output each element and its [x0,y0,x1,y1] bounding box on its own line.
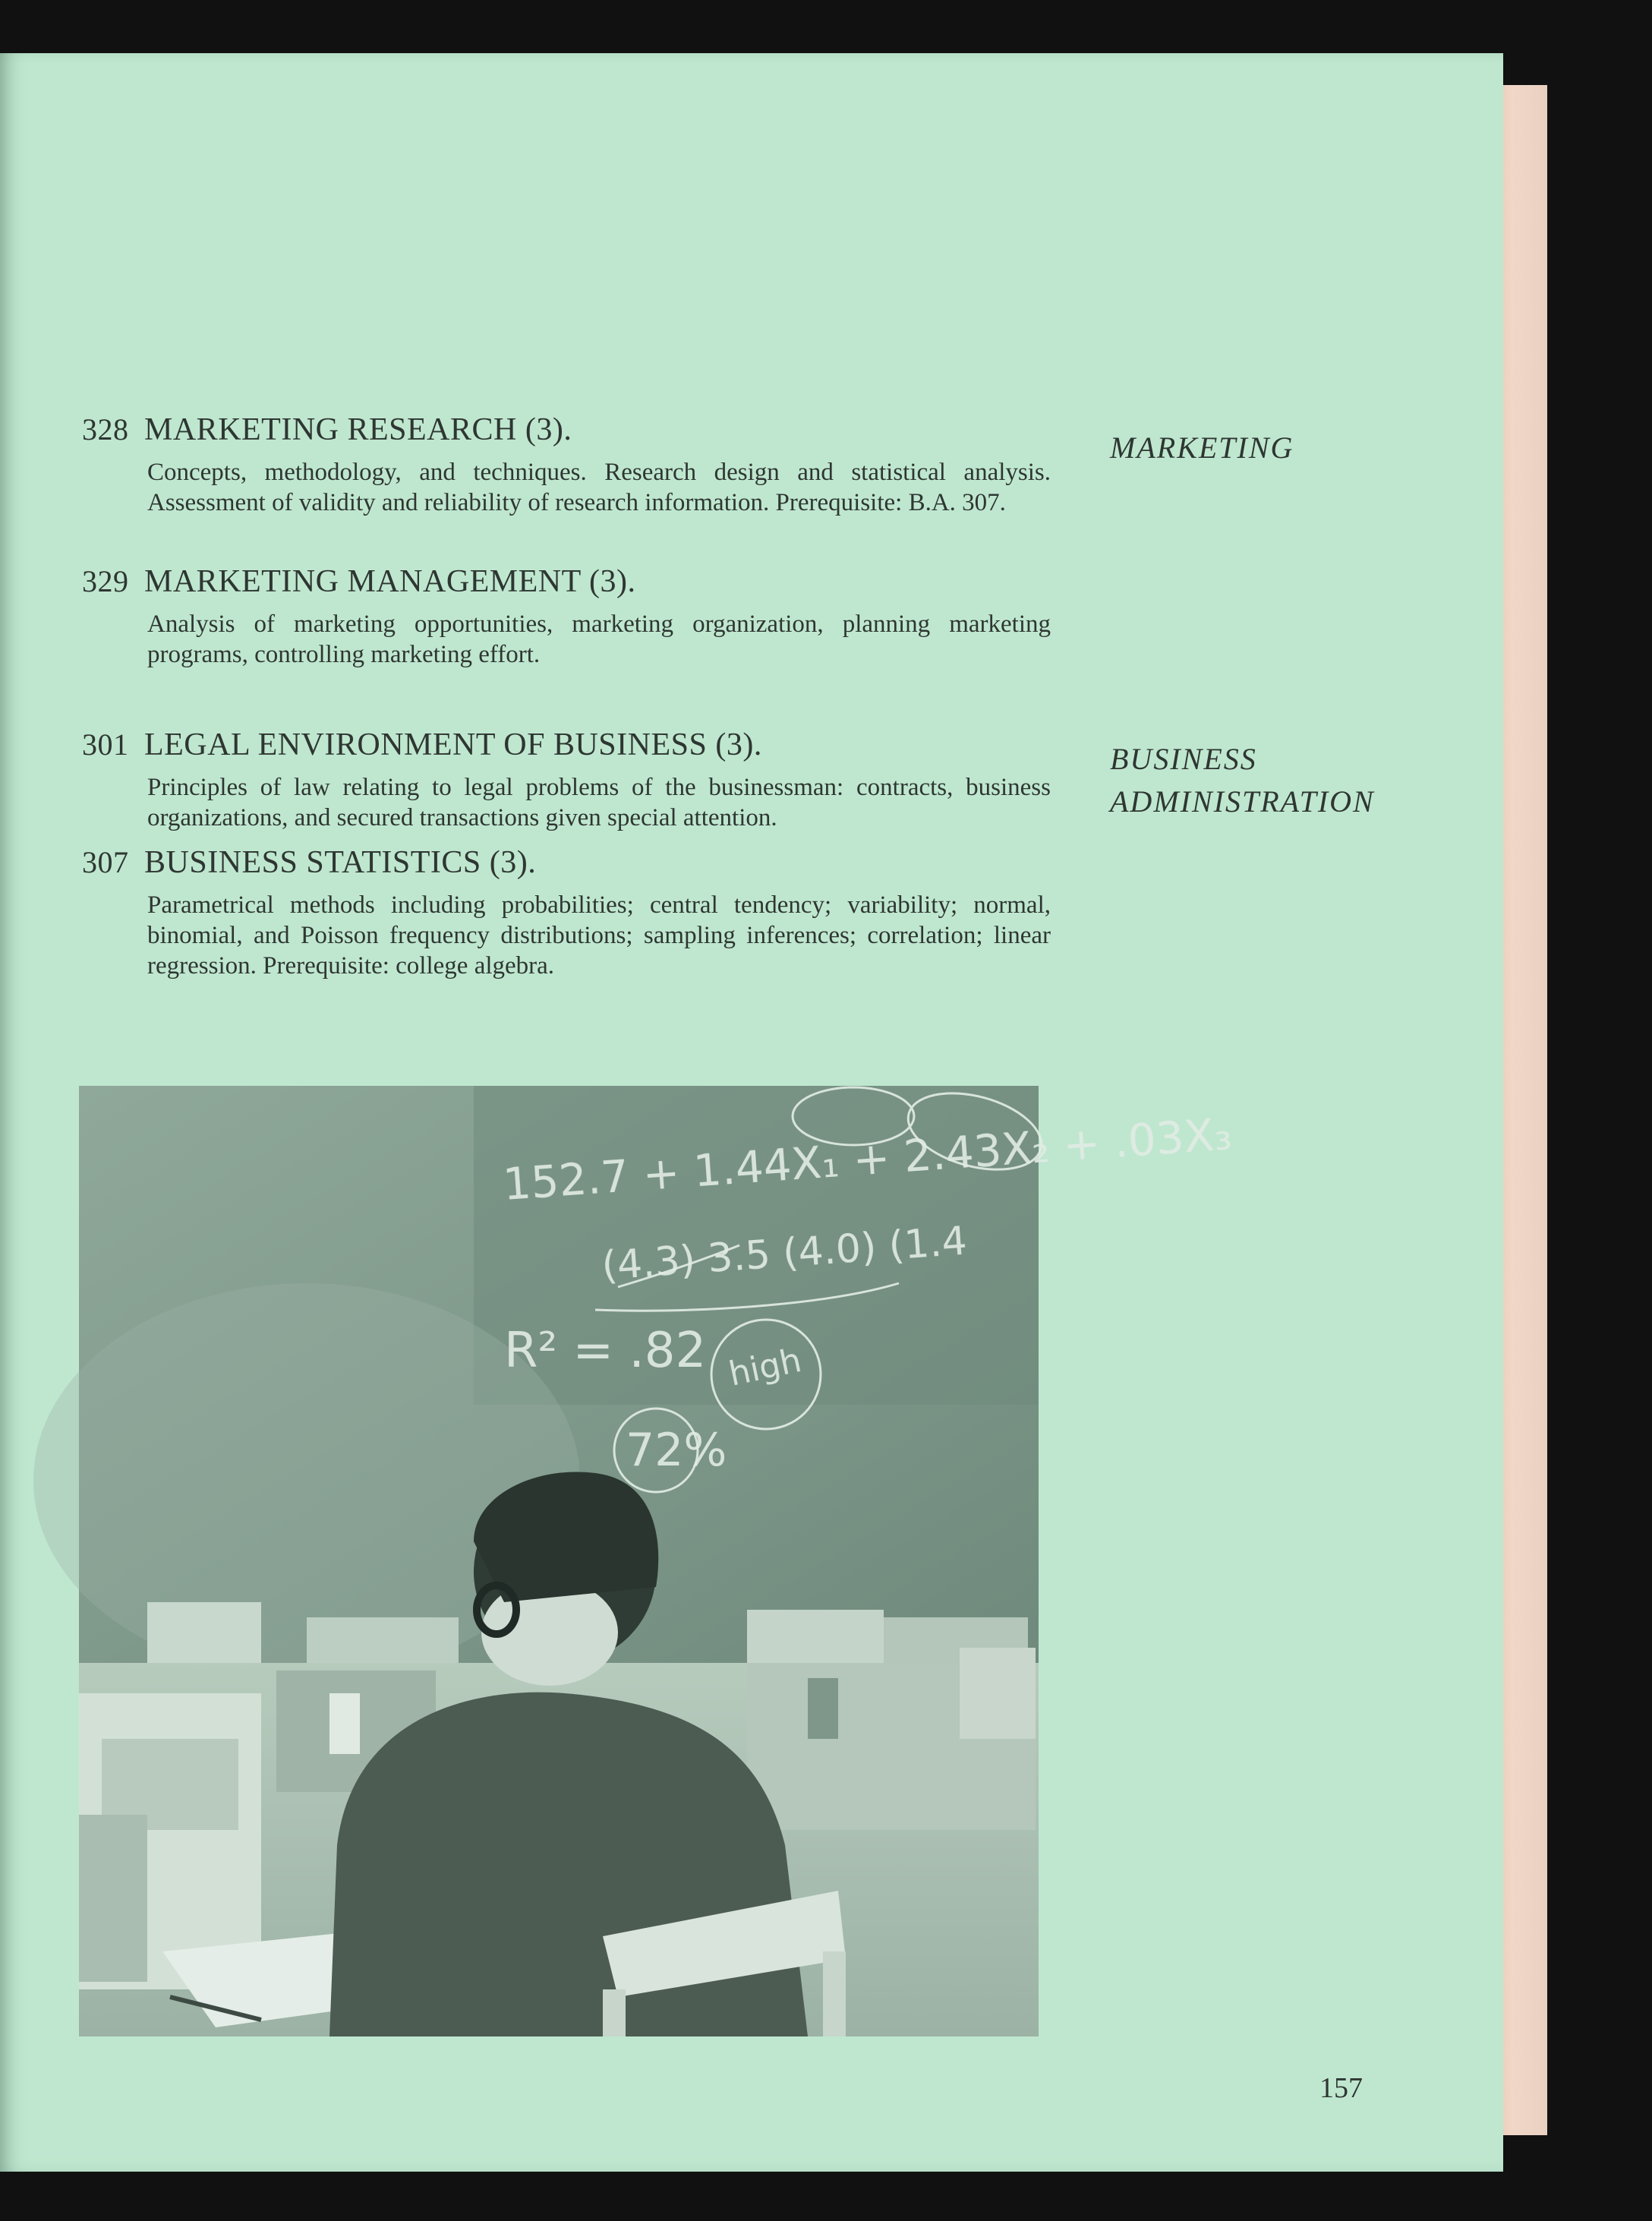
chalk-high: high [725,1340,806,1394]
chalk-values: (4.3) 3.5 (4.0) (1.4 [600,1218,969,1289]
chalk-percent: 72% [626,1424,727,1477]
section-heading-administration: ADMINISTRATION [1110,784,1375,819]
course-title: MARKETING MANAGEMENT (3). [144,564,636,599]
calculating-machine-right [747,1648,1036,1830]
course-entry [82,410,1069,518]
course-heading [82,725,1069,765]
course-title: LEGAL ENVIRONMENT OF BUSINESS (3). [144,727,762,762]
course-number: 328 [82,412,129,446]
course-entry [82,562,1069,670]
chalk-r-squared: R² = .82 [504,1323,707,1379]
course-description: Concepts, methodology, and techniques. Research design and statistical analysis. Assessment of validity and reliability of research information. Prerequisite: B.A. 307. [147,459,1051,516]
course-entry [82,725,1069,833]
course-number: 307 [82,845,129,879]
section-heading-marketing: MARKETING [1110,431,1294,465]
course-heading [82,562,1069,601]
course-description: Analysis of marketing opportunities, marketing organization, planning marketing programs, controlling marketing effort. [147,610,1051,668]
photo-illustration [79,1086,1234,2036]
course-number: 329 [82,564,129,598]
course-entry [82,843,1069,981]
course-heading [82,410,1069,450]
course-title: BUSINESS STATISTICS (3). [144,845,537,880]
course-number: 301 [82,727,129,762]
classroom-photo [79,1086,1234,2036]
course-title: MARKETING RESEARCH (3). [144,412,572,447]
course-description: Parametrical methods including probabilities; central tendency; variability; normal, binomial, and Poisson frequency distributions; sampling inferences; correlation; linear regression. Prerequisite: college algebra. [147,891,1051,980]
section-heading-business: BUSINESS [1110,742,1257,776]
catalog-page [0,53,1503,2172]
course-heading [82,843,1069,882]
chalk-equation: 152.7 + 1.44X₁ + 2.43X₂ + .03X₃ [501,1108,1234,1210]
page-number: 157 [1319,2072,1363,2104]
course-description: Principles of law relating to legal problems of the businessman: contracts, business organizations, and secured transactions given special attention. [147,774,1051,831]
